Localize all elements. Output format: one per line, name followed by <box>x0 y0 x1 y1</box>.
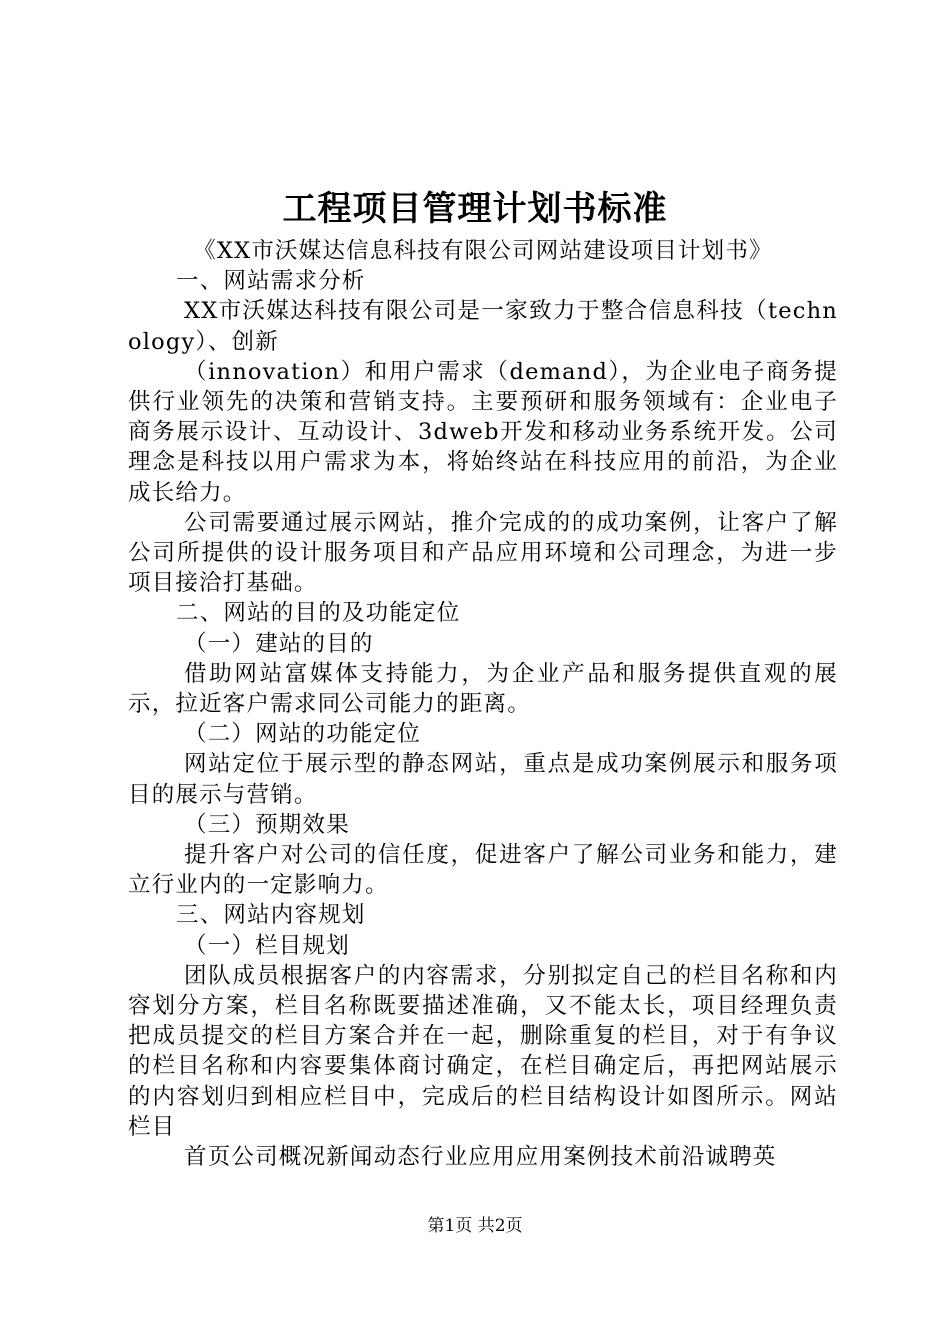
document-title: 工程项目管理计划书标准 <box>282 189 668 229</box>
subsection-heading-effect: （三）预期效果 <box>184 811 350 838</box>
section-heading-1: 一、网站需求分析 <box>176 268 366 295</box>
subsection-heading-purpose: （一）建站的目的 <box>184 630 374 657</box>
paragraph-purpose: 借助网站富媒体支持能力，为企业产品和服务提供直观的展示，拉近客户需求同公司能力的距离。 <box>128 660 838 718</box>
document-body <box>128 236 838 1172</box>
paragraph-positioning: 网站定位于展示型的静态网站，重点是成功案例展示和服务项目的展示与营销。 <box>128 751 838 808</box>
page-footer: 第1页 共2页 <box>427 1216 523 1236</box>
paragraph-column-list: 首页公司概况新闻动态行业应用应用案例技术前沿诚聘英 <box>184 1144 777 1171</box>
paragraph-company-detail: （innovation）和用户需求（demand），为企业电子商务提供行业领先的决策和营销支持。主要预研和服务领域有：企业电子商务展示设计、互动设计、3dweb开发和移动业务系统开发。公司理念是科技以用户需求为本，将始终站在科技应用的前沿，为企业成长给力。 <box>128 358 838 506</box>
paragraph-company-intro: XX市沃媒达科技有限公司是一家致力于整合信息科技（technology）、创新 <box>128 298 838 355</box>
paragraph-website-need: 公司需要通过展示网站，推介完成的的成功案例，让客户了解公司所提供的设计服务项目和产品应用环境和公司理念，为进一步项目接洽打基础。 <box>128 509 838 597</box>
section-heading-3: 三、网站内容规划 <box>176 902 366 929</box>
document-subtitle: 《XX市沃媒达信息科技有限公司网站建设项目计划书》 <box>193 238 773 264</box>
section-heading-2: 二、网站的目的及功能定位 <box>176 600 461 627</box>
paragraph-effect: 提升客户对公司的信任度，促进客户了解公司业务和能力，建立行业内的一定影响力。 <box>128 842 838 899</box>
subsection-heading-columns: （一）栏目规划 <box>184 932 350 959</box>
subsection-heading-positioning: （二）网站的功能定位 <box>184 721 422 748</box>
paragraph-columns: 团队成员根据客户的内容需求，分别拟定自己的栏目名称和内容划分方案，栏目名称既要描述准确，又不能太长，项目经理负责把成员提交的栏目方案合并在一起，删除重复的栏目，对于有争议的栏目名称和内容要集体商讨确定，在栏目确定后，再把网站展示的内容划归到相应栏目中，完成后的栏目结构设计如图所示。网站栏目 <box>128 962 838 1140</box>
